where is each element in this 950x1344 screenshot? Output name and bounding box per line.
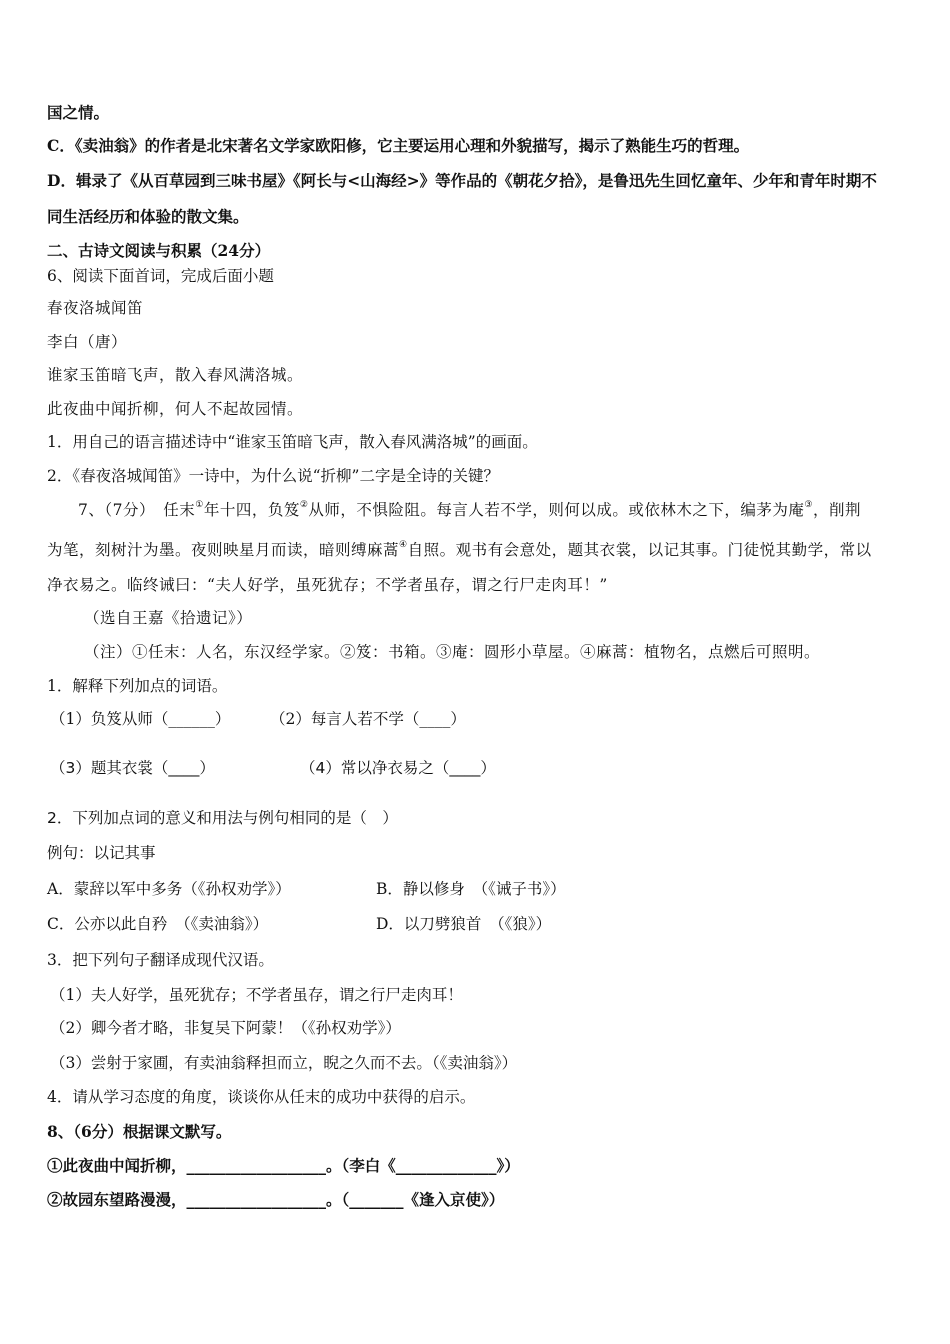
option-c: C．《卖油翁》的作者是北宋著名文学家欧阳修，它主要运用心理和外貌描写，揭示了熟能生巧的哲理。 bbox=[47, 136, 750, 155]
q7-1-a: （1）负笈从师（______） bbox=[50, 710, 231, 728]
q7-3-s3: （3）尝射于家圃，有卖油翁释担而立，睨之久而不去。（《卖油翁》） bbox=[50, 1054, 518, 1072]
q7-4: 4．请从学习态度的角度，谈谈你从任末的成功中获得的启示。 bbox=[47, 1088, 476, 1106]
q8-title: 8、（6分）根据课文默写。 bbox=[47, 1122, 232, 1141]
section-heading: 二、古诗文阅读与积累（24分） bbox=[47, 241, 271, 260]
q7-passage-line-2: 为笔，刻树汁为墨。夜则映星月而读，暗则缚麻蒿④自照。观书有会意处，题其衣裳，以记其事。门徒悦其勤学，常以 bbox=[47, 540, 872, 559]
q7-2-option-b: B．静以修身 （《诫子书》） bbox=[376, 880, 566, 898]
option-d: D．辑录了《从百草园到三味书屋》《阿长与<山海经>》等作品的《朝花夕拾》，是鲁迅先生回忆童年、少年和青年时期不 bbox=[47, 171, 877, 190]
doc-line-0: 国之情。 bbox=[47, 103, 110, 122]
q7-passage-line-1: 7、（7分） 任末①年十四，负笈②从师，不惧险阻。每言人若不学，则何以成。或依林木之下，编茅为庵③，削荆 bbox=[78, 500, 862, 519]
q7-1-title: 1．解释下列加点的词语。 bbox=[47, 677, 228, 695]
q7-source: （选自王嘉《拾遗记》） bbox=[84, 609, 253, 627]
q7-1-c: （3）题其衣裳（____） bbox=[50, 759, 215, 777]
q7-3-title: 3．把下列句子翻译成现代汉语。 bbox=[47, 951, 274, 969]
q7-2-title: 2．下列加点词的意义和用法与例句相同的是（ ） bbox=[47, 809, 398, 827]
poem-title: 春夜洛城闻笛 bbox=[47, 299, 144, 317]
q7-1-d: （4）常以净衣易之（____） bbox=[300, 759, 496, 777]
q7-2-example: 例句：以记其事 bbox=[47, 844, 156, 862]
q7-2-option-a: A．蒙辞以军中多务（《孙权劝学》） bbox=[47, 880, 291, 898]
q7-passage-line-3: 净衣易之。临终诫曰：“夫人好学，虽死犹存；不学者虽存，谓之行尸走肉耳！” bbox=[47, 576, 608, 594]
q6-instruction: 6、阅读下面首词，完成后面小题 bbox=[47, 267, 274, 285]
poem-author: 李白（唐） bbox=[47, 333, 128, 351]
poem-line-2: 此夜曲中闻折柳，何人不起故园情。 bbox=[47, 400, 304, 418]
option-d-cont: 同生活经历和体验的散文集。 bbox=[47, 207, 249, 226]
q6-2: 2．《春夜洛城闻笛》一诗中，为什么说“折柳”二字是全诗的关键？ bbox=[47, 467, 499, 485]
q7-note: （注）①任末：人名，东汉经学家。②笈：书箱。③庵：圆形小草屋。④麻蒿：植物名，点燃后可照明。 bbox=[84, 643, 821, 661]
q7-2-option-c: C．公亦以此自矜 （《卖油翁》） bbox=[47, 915, 269, 933]
q8-line-1: ①此夜曲中闻折柳，__________________。（李白《_____________》） bbox=[47, 1156, 520, 1175]
poem-line-1: 谁家玉笛暗飞声，散入春风满洛城。 bbox=[47, 366, 304, 384]
q7-3-s2: （2）卿今者才略，非复吴下阿蒙！（《孙权劝学》） bbox=[50, 1019, 401, 1037]
q6-1: 1．用自己的语言描述诗中“谁家玉笛暗飞声，散入春风满洛城”的画面。 bbox=[47, 433, 538, 451]
q7-1-b: （2）每言人若不学（____） bbox=[270, 710, 466, 728]
q7-3-s1: （1）夫人好学，虽死犹存；不学者虽存，谓之行尸走肉耳！ bbox=[50, 986, 463, 1004]
q8-line-2: ②故园东望路漫漫，__________________。（_______《逢入京使》） bbox=[47, 1190, 505, 1209]
q7-2-option-d: D．以刀劈狼首 （《狼》） bbox=[376, 915, 552, 933]
